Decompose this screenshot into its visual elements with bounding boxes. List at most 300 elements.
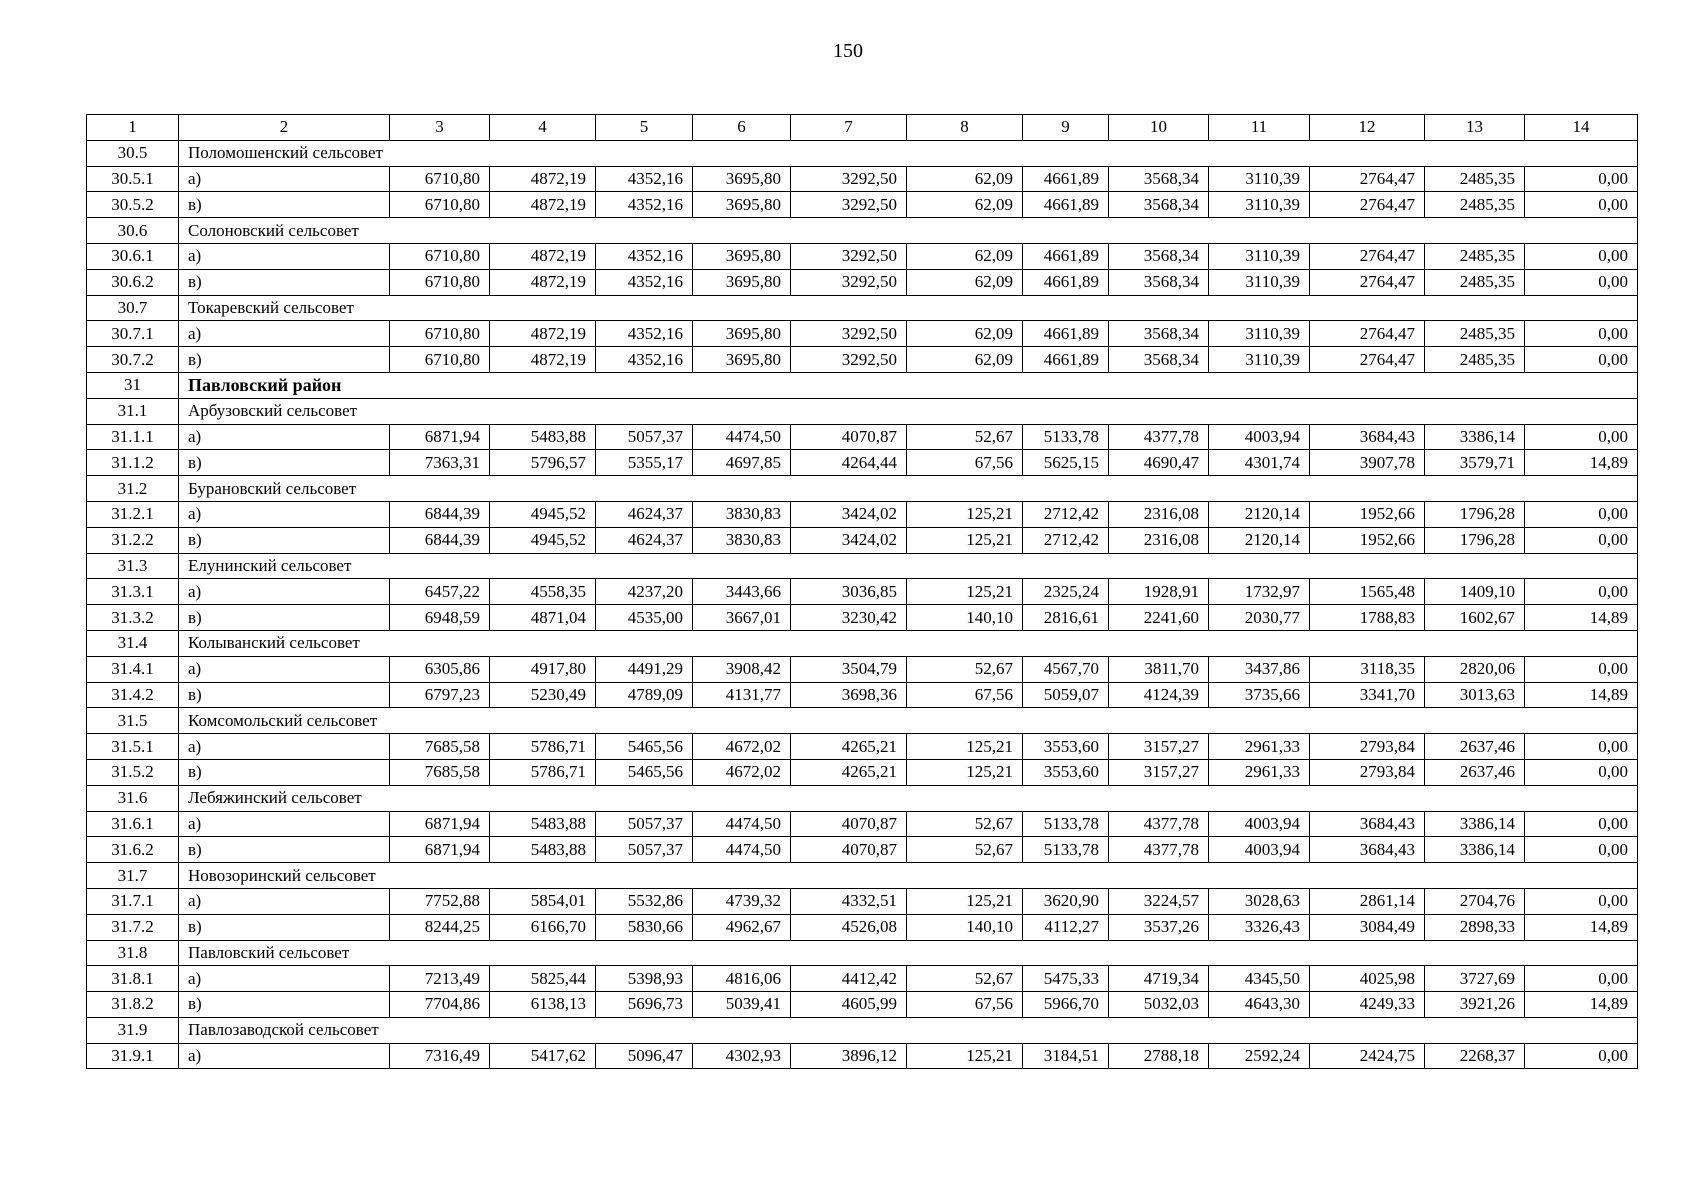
value-cell: 62,09 [907, 321, 1023, 347]
value-cell: 5966,70 [1023, 992, 1109, 1018]
value-cell: 3695,80 [693, 243, 791, 269]
value-cell: 52,67 [907, 424, 1023, 450]
value-cell: 3684,43 [1310, 811, 1425, 837]
value-cell: 4412,42 [791, 966, 907, 992]
value-cell: 0,00 [1525, 579, 1638, 605]
value-cell: 5133,78 [1023, 837, 1109, 863]
value-cell: 4526,08 [791, 914, 907, 940]
value-cell: 3811,70 [1109, 656, 1209, 682]
value-cell: 4474,50 [693, 837, 791, 863]
value-cell: 6844,39 [390, 527, 490, 553]
section-name: Бурановский сельсовет [179, 476, 1638, 502]
value-cell: 4265,21 [791, 759, 907, 785]
value-cell: 4567,70 [1023, 656, 1109, 682]
value-cell: 125,21 [907, 759, 1023, 785]
value-cell: 3830,83 [693, 501, 791, 527]
row-code: 30.6.2 [87, 269, 179, 295]
value-cell: 4872,19 [490, 269, 596, 295]
row-code: 31.3.2 [87, 605, 179, 631]
row-code: 30.7.1 [87, 321, 179, 347]
value-cell: 2820,06 [1425, 656, 1525, 682]
column-header: 7 [791, 115, 907, 141]
row-code: 31.8.2 [87, 992, 179, 1018]
value-cell: 4661,89 [1023, 347, 1109, 373]
section-name: Колыванский сельсовет [179, 630, 1638, 656]
value-cell: 5039,41 [693, 992, 791, 1018]
value-cell: 14,89 [1525, 914, 1638, 940]
value-cell: 6871,94 [390, 811, 490, 837]
value-cell: 2316,08 [1109, 527, 1209, 553]
table-row [87, 759, 1638, 785]
value-cell: 1602,67 [1425, 605, 1525, 631]
value-cell: 2424,75 [1310, 1043, 1425, 1069]
value-cell: 4352,16 [596, 243, 693, 269]
row-code: 31.2.1 [87, 501, 179, 527]
value-cell: 3326,43 [1209, 914, 1310, 940]
table-row [87, 888, 1638, 914]
value-cell: 6710,80 [390, 321, 490, 347]
value-cell: 2764,47 [1310, 166, 1425, 192]
value-cell: 3907,78 [1310, 450, 1425, 476]
value-cell: 3695,80 [693, 347, 791, 373]
value-cell: 6138,13 [490, 992, 596, 1018]
value-cell: 4070,87 [791, 424, 907, 450]
value-cell: 5532,86 [596, 888, 693, 914]
value-cell: 4474,50 [693, 424, 791, 450]
row-label: а) [179, 734, 390, 760]
value-cell: 3695,80 [693, 269, 791, 295]
value-cell: 0,00 [1525, 656, 1638, 682]
value-cell: 4872,19 [490, 166, 596, 192]
value-cell: 1732,97 [1209, 579, 1310, 605]
section-name: Елунинский сельсовет [179, 553, 1638, 579]
value-cell: 6305,86 [390, 656, 490, 682]
value-cell: 3036,85 [791, 579, 907, 605]
table-row [87, 347, 1638, 373]
value-cell: 4672,02 [693, 734, 791, 760]
value-cell: 4945,52 [490, 527, 596, 553]
value-cell: 7316,49 [390, 1043, 490, 1069]
section-name: Новозоринский сельсовет [179, 863, 1638, 889]
value-cell: 125,21 [907, 734, 1023, 760]
value-cell: 4003,94 [1209, 837, 1310, 863]
value-cell: 4302,93 [693, 1043, 791, 1069]
value-cell: 4917,80 [490, 656, 596, 682]
value-cell: 4025,98 [1310, 966, 1425, 992]
value-cell: 6710,80 [390, 243, 490, 269]
value-cell: 5057,37 [596, 837, 693, 863]
column-header: 3 [390, 115, 490, 141]
value-cell: 2712,42 [1023, 527, 1109, 553]
value-cell: 3568,34 [1109, 192, 1209, 218]
value-cell: 4697,85 [693, 450, 791, 476]
section-name: Поломошенский сельсовет [179, 140, 1638, 166]
value-cell: 6166,70 [490, 914, 596, 940]
row-label: в) [179, 605, 390, 631]
row-code: 30.7.2 [87, 347, 179, 373]
value-cell: 6844,39 [390, 501, 490, 527]
value-cell: 3110,39 [1209, 269, 1310, 295]
value-cell: 6797,23 [390, 682, 490, 708]
value-cell: 67,56 [907, 992, 1023, 1018]
table-row [87, 837, 1638, 863]
column-header: 14 [1525, 115, 1638, 141]
value-cell: 7704,86 [390, 992, 490, 1018]
value-cell: 1952,66 [1310, 501, 1425, 527]
value-cell: 0,00 [1525, 424, 1638, 450]
section-row [87, 476, 1638, 502]
row-label: а) [179, 656, 390, 682]
value-cell: 4352,16 [596, 347, 693, 373]
value-cell: 2961,33 [1209, 734, 1310, 760]
row-label: в) [179, 527, 390, 553]
value-cell: 2485,35 [1425, 321, 1525, 347]
value-cell: 6871,94 [390, 837, 490, 863]
row-code: 30.6.1 [87, 243, 179, 269]
value-cell: 125,21 [907, 1043, 1023, 1069]
value-cell: 3386,14 [1425, 811, 1525, 837]
value-cell: 4131,77 [693, 682, 791, 708]
value-cell: 2316,08 [1109, 501, 1209, 527]
row-code: 31.7 [87, 863, 179, 889]
table-row [87, 527, 1638, 553]
row-code: 31.6.1 [87, 811, 179, 837]
value-cell: 2764,47 [1310, 347, 1425, 373]
value-cell: 7363,31 [390, 450, 490, 476]
value-cell: 3028,63 [1209, 888, 1310, 914]
value-cell: 5057,37 [596, 811, 693, 837]
value-cell: 1409,10 [1425, 579, 1525, 605]
column-header: 2 [179, 115, 390, 141]
value-cell: 4962,67 [693, 914, 791, 940]
value-cell: 0,00 [1525, 888, 1638, 914]
value-cell: 140,10 [907, 605, 1023, 631]
row-code: 31.1.1 [87, 424, 179, 450]
row-label: а) [179, 966, 390, 992]
value-cell: 4332,51 [791, 888, 907, 914]
value-cell: 4605,99 [791, 992, 907, 1018]
value-cell: 3292,50 [791, 321, 907, 347]
value-cell: 3504,79 [791, 656, 907, 682]
section-row [87, 708, 1638, 734]
section-name: Лебяжинский сельсовет [179, 785, 1638, 811]
value-cell: 5483,88 [490, 424, 596, 450]
value-cell: 3667,01 [693, 605, 791, 631]
value-cell: 2637,46 [1425, 759, 1525, 785]
row-code: 31.6.2 [87, 837, 179, 863]
row-code: 31.4.2 [87, 682, 179, 708]
value-cell: 4661,89 [1023, 192, 1109, 218]
value-cell: 5825,44 [490, 966, 596, 992]
value-cell: 4070,87 [791, 837, 907, 863]
value-cell: 3698,36 [791, 682, 907, 708]
value-cell: 5230,49 [490, 682, 596, 708]
value-cell: 3110,39 [1209, 192, 1310, 218]
value-cell: 4377,78 [1109, 811, 1209, 837]
row-label: а) [179, 166, 390, 192]
table-row [87, 501, 1638, 527]
value-cell: 3292,50 [791, 243, 907, 269]
value-cell: 4352,16 [596, 192, 693, 218]
row-label: в) [179, 192, 390, 218]
row-code: 31.8.1 [87, 966, 179, 992]
value-cell: 4249,33 [1310, 992, 1425, 1018]
value-cell: 5057,37 [596, 424, 693, 450]
row-label: в) [179, 269, 390, 295]
row-label: а) [179, 1043, 390, 1069]
value-cell: 125,21 [907, 888, 1023, 914]
value-cell: 2764,47 [1310, 269, 1425, 295]
value-cell: 3908,42 [693, 656, 791, 682]
column-header: 8 [907, 115, 1023, 141]
value-cell: 4872,19 [490, 321, 596, 347]
table-row [87, 914, 1638, 940]
column-header: 6 [693, 115, 791, 141]
page-number: 150 [833, 40, 863, 62]
value-cell: 2485,35 [1425, 192, 1525, 218]
value-cell: 4301,74 [1209, 450, 1310, 476]
value-cell: 52,67 [907, 966, 1023, 992]
value-cell: 3386,14 [1425, 837, 1525, 863]
value-cell: 2704,76 [1425, 888, 1525, 914]
row-label: а) [179, 321, 390, 347]
value-cell: 62,09 [907, 166, 1023, 192]
row-code: 31.8 [87, 940, 179, 966]
row-label: в) [179, 992, 390, 1018]
row-label: в) [179, 450, 390, 476]
row-label: в) [179, 759, 390, 785]
value-cell: 0,00 [1525, 166, 1638, 192]
section-row [87, 398, 1638, 424]
row-code: 31.2 [87, 476, 179, 502]
table-row [87, 734, 1638, 760]
value-cell: 2764,47 [1310, 321, 1425, 347]
value-cell: 5465,56 [596, 759, 693, 785]
value-cell: 4719,34 [1109, 966, 1209, 992]
value-cell: 4558,35 [490, 579, 596, 605]
value-cell: 4112,27 [1023, 914, 1109, 940]
value-cell: 4661,89 [1023, 269, 1109, 295]
value-cell: 3437,86 [1209, 656, 1310, 682]
value-cell: 4491,29 [596, 656, 693, 682]
value-cell: 3424,02 [791, 501, 907, 527]
value-cell: 62,09 [907, 243, 1023, 269]
value-cell: 3084,49 [1310, 914, 1425, 940]
value-cell: 4789,09 [596, 682, 693, 708]
value-cell: 2592,24 [1209, 1043, 1310, 1069]
row-label: а) [179, 243, 390, 269]
row-code: 31.3 [87, 553, 179, 579]
table-row [87, 992, 1638, 1018]
value-cell: 1928,91 [1109, 579, 1209, 605]
value-cell: 2861,14 [1310, 888, 1425, 914]
value-cell: 5355,17 [596, 450, 693, 476]
value-cell: 2637,46 [1425, 734, 1525, 760]
value-cell: 2241,60 [1109, 605, 1209, 631]
value-cell: 4237,20 [596, 579, 693, 605]
column-header: 4 [490, 115, 596, 141]
table-row [87, 1043, 1638, 1069]
value-cell: 4345,50 [1209, 966, 1310, 992]
row-label: в) [179, 347, 390, 373]
value-cell: 3424,02 [791, 527, 907, 553]
value-cell: 3110,39 [1209, 243, 1310, 269]
value-cell: 2793,84 [1310, 734, 1425, 760]
row-code: 31.6 [87, 785, 179, 811]
value-cell: 4352,16 [596, 269, 693, 295]
value-cell: 62,09 [907, 192, 1023, 218]
value-cell: 1565,48 [1310, 579, 1425, 605]
value-cell: 3921,26 [1425, 992, 1525, 1018]
value-cell: 0,00 [1525, 269, 1638, 295]
value-cell: 3568,34 [1109, 321, 1209, 347]
table-row [87, 682, 1638, 708]
value-cell: 140,10 [907, 914, 1023, 940]
value-cell: 0,00 [1525, 321, 1638, 347]
value-cell: 2712,42 [1023, 501, 1109, 527]
value-cell: 14,89 [1525, 682, 1638, 708]
value-cell: 3224,57 [1109, 888, 1209, 914]
value-cell: 3727,69 [1425, 966, 1525, 992]
row-code: 31.7.1 [87, 888, 179, 914]
table-body [87, 140, 1638, 1069]
section-row [87, 553, 1638, 579]
value-cell: 3620,90 [1023, 888, 1109, 914]
value-cell: 4872,19 [490, 192, 596, 218]
value-cell: 6871,94 [390, 424, 490, 450]
value-cell: 0,00 [1525, 966, 1638, 992]
value-cell: 4264,44 [791, 450, 907, 476]
value-cell: 3684,43 [1310, 837, 1425, 863]
value-cell: 4739,32 [693, 888, 791, 914]
table-row [87, 424, 1638, 450]
value-cell: 125,21 [907, 501, 1023, 527]
value-cell: 3695,80 [693, 321, 791, 347]
value-cell: 5398,93 [596, 966, 693, 992]
value-cell: 2485,35 [1425, 243, 1525, 269]
value-cell: 3684,43 [1310, 424, 1425, 450]
table-row [87, 243, 1638, 269]
value-cell: 5133,78 [1023, 811, 1109, 837]
value-cell: 6710,80 [390, 347, 490, 373]
value-cell: 4352,16 [596, 321, 693, 347]
value-cell: 5096,47 [596, 1043, 693, 1069]
value-cell: 5059,07 [1023, 682, 1109, 708]
value-cell: 2120,14 [1209, 501, 1310, 527]
row-code: 30.5.2 [87, 192, 179, 218]
column-header: 11 [1209, 115, 1310, 141]
row-code: 31.4.1 [87, 656, 179, 682]
value-cell: 3553,60 [1023, 759, 1109, 785]
value-cell: 5465,56 [596, 734, 693, 760]
value-cell: 2030,77 [1209, 605, 1310, 631]
value-cell: 7752,88 [390, 888, 490, 914]
row-label: а) [179, 888, 390, 914]
value-cell: 2764,47 [1310, 192, 1425, 218]
section-row [87, 295, 1638, 321]
value-cell: 0,00 [1525, 243, 1638, 269]
value-cell: 4003,94 [1209, 424, 1310, 450]
value-cell: 5032,03 [1109, 992, 1209, 1018]
value-cell: 14,89 [1525, 450, 1638, 476]
value-cell: 3568,34 [1109, 243, 1209, 269]
value-cell: 1796,28 [1425, 501, 1525, 527]
value-cell: 2268,37 [1425, 1043, 1525, 1069]
table-header-row [87, 115, 1638, 141]
value-cell: 7685,58 [390, 734, 490, 760]
section-name: Солоновский сельсовет [179, 218, 1638, 244]
section-row [87, 630, 1638, 656]
row-label: в) [179, 682, 390, 708]
value-cell: 5796,57 [490, 450, 596, 476]
value-cell: 3118,35 [1310, 656, 1425, 682]
section-row [87, 218, 1638, 244]
table-row [87, 966, 1638, 992]
row-code: 31.3.1 [87, 579, 179, 605]
value-cell: 5786,71 [490, 734, 596, 760]
value-cell: 5696,73 [596, 992, 693, 1018]
section-row [87, 785, 1638, 811]
value-cell: 5483,88 [490, 837, 596, 863]
value-cell: 3292,50 [791, 166, 907, 192]
table-row [87, 192, 1638, 218]
value-cell: 0,00 [1525, 734, 1638, 760]
value-cell: 1952,66 [1310, 527, 1425, 553]
value-cell: 2120,14 [1209, 527, 1310, 553]
value-cell: 67,56 [907, 450, 1023, 476]
value-cell: 6948,59 [390, 605, 490, 631]
value-cell: 5483,88 [490, 811, 596, 837]
value-cell: 5625,15 [1023, 450, 1109, 476]
value-cell: 52,67 [907, 837, 1023, 863]
value-cell: 3568,34 [1109, 347, 1209, 373]
value-cell: 4672,02 [693, 759, 791, 785]
row-code: 31 [87, 372, 179, 398]
value-cell: 3110,39 [1209, 166, 1310, 192]
value-cell: 0,00 [1525, 837, 1638, 863]
value-cell: 3292,50 [791, 192, 907, 218]
section-row [87, 1017, 1638, 1043]
value-cell: 4871,04 [490, 605, 596, 631]
row-code: 30.7 [87, 295, 179, 321]
column-header: 1 [87, 115, 179, 141]
row-code: 31.2.2 [87, 527, 179, 553]
value-cell: 4690,47 [1109, 450, 1209, 476]
value-cell: 0,00 [1525, 527, 1638, 553]
value-cell: 3443,66 [693, 579, 791, 605]
value-cell: 2325,24 [1023, 579, 1109, 605]
value-cell: 4265,21 [791, 734, 907, 760]
section-row [87, 140, 1638, 166]
value-cell: 2816,61 [1023, 605, 1109, 631]
section-row [87, 940, 1638, 966]
value-cell: 5830,66 [596, 914, 693, 940]
value-cell: 4872,19 [490, 347, 596, 373]
row-label: в) [179, 914, 390, 940]
value-cell: 3695,80 [693, 192, 791, 218]
value-cell: 4624,37 [596, 527, 693, 553]
row-code: 30.5 [87, 140, 179, 166]
value-cell: 125,21 [907, 527, 1023, 553]
value-cell: 4945,52 [490, 501, 596, 527]
value-cell: 2485,35 [1425, 347, 1525, 373]
value-cell: 3386,14 [1425, 424, 1525, 450]
value-cell: 4661,89 [1023, 243, 1109, 269]
value-cell: 67,56 [907, 682, 1023, 708]
value-cell: 0,00 [1525, 1043, 1638, 1069]
value-cell: 3568,34 [1109, 269, 1209, 295]
row-code: 31.7.2 [87, 914, 179, 940]
